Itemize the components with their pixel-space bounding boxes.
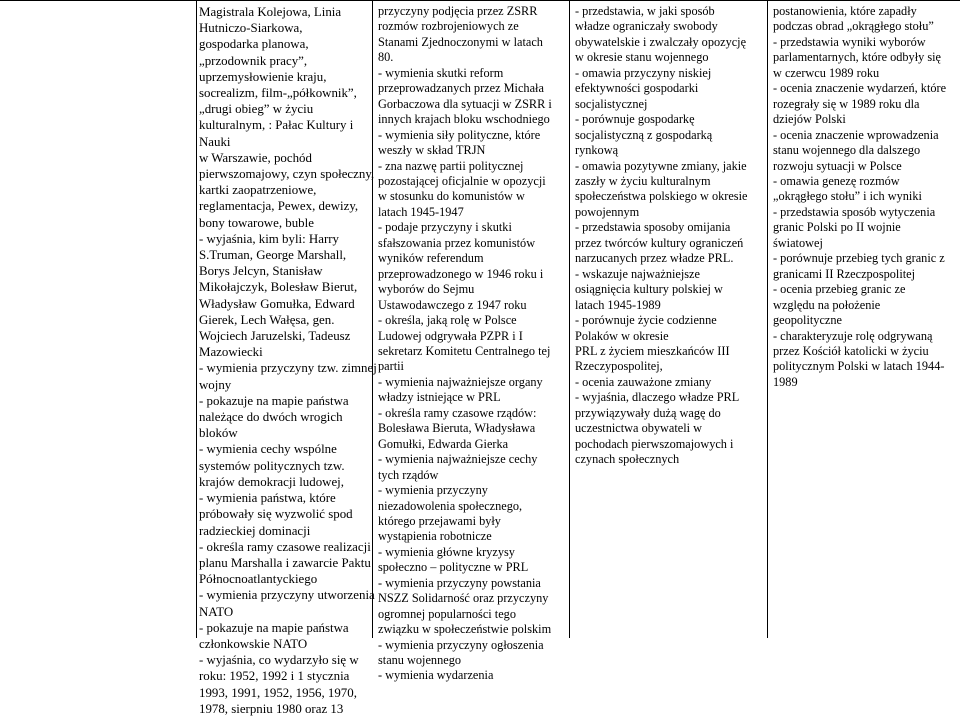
text-line: wyborów do Sejmu (378, 282, 475, 297)
text-line: pozostającej oficjalnie w opozycji (378, 173, 546, 188)
text-line: Stanami Zjednoczonymi w latach (378, 34, 543, 49)
text-line: wystąpienia robotnicze (378, 529, 492, 544)
text-line: - podaje przyczyny i skutki (378, 220, 512, 235)
text-line: tych rządów (378, 467, 439, 482)
text-line: 1993, 1991, 1952, 1956, 1970, (199, 685, 357, 700)
text-line: Wojciech Jaruzelski, Tadeusz (199, 329, 351, 344)
text-line: - wymienia wydarzenia (378, 668, 494, 683)
text-line: wyników referendum (378, 251, 484, 266)
text-line: Północnoatlantyckiego (199, 572, 318, 587)
text-line: względu na położenie (773, 297, 881, 312)
text-line: weszły w skład TRJN (378, 143, 486, 158)
text-line: - ocenia znaczenie wprowadzenia (773, 127, 939, 142)
text-line: w stosunku do komunistów w (378, 189, 525, 204)
text-line: Borys Jelcyn, Stanisław (199, 264, 323, 279)
text-line: rozmów rozbrojeniowych ze (378, 19, 519, 34)
text-line: latach 1945-1989 (575, 297, 661, 312)
text-line: - przedstawia sposób wytyczenia (773, 204, 936, 219)
text-line: bloków (199, 426, 238, 441)
text-line: przywiązywały dużą wagę do (575, 405, 721, 420)
column-divider-3 (767, 1, 768, 638)
text-line: w okresie stanu wojennego (575, 50, 709, 65)
text-line: rozwoju sytuacji w Polsce (773, 158, 902, 173)
text-line: ogromnej popularności tego (378, 606, 516, 621)
text-line: związku w społeczeństwie polskim (378, 622, 552, 637)
text-line: dziejów Polski (773, 112, 846, 127)
text-line: 80. (378, 50, 394, 65)
text-line: - wymienia przyczyny (378, 483, 488, 498)
text-line: bony towarowe, buble (199, 215, 314, 230)
text-line: geopolityczne (773, 313, 842, 328)
text-line: latach 1945-1947 (378, 204, 464, 219)
text-line: światowej (773, 235, 823, 250)
text-line: innych krajach bloku wschodniego (378, 112, 550, 127)
text-line: powojennym (575, 204, 640, 219)
column-divider-1 (372, 1, 373, 638)
text-line: socjalistycznej (575, 96, 648, 111)
text-line: w Warszawie, pochód (199, 150, 312, 165)
text-line: - wymienia siły polityczne, które (378, 127, 541, 142)
table-cell-column-2 (375, 1, 567, 683)
text-line: zaszły w życiu kulturalnym (575, 173, 711, 188)
text-line: Gierek, Lech Wałęsa, gen. (199, 312, 335, 327)
text-line: - przedstawia sposoby omijania (575, 220, 731, 235)
text-line: Polaków w okresie (575, 328, 669, 343)
text-line: którego przejawami były (378, 513, 501, 528)
text-line: wojny (199, 377, 232, 392)
text-line: - wyjaśnia, dlaczego władze PRL (575, 390, 740, 405)
text-line: Mazowiecki (199, 345, 263, 360)
text-line: - porównuje przebieg tych granic z (773, 251, 945, 266)
table-cell-column-3 (572, 1, 765, 638)
text-line: - pokazuje na mapie państwa (199, 393, 349, 408)
text-line: należące do dwóch wrogich (199, 410, 343, 425)
text-line: S.Truman, George Marshall, (199, 248, 347, 263)
text-line: - wskazuje najważniejsze (575, 266, 700, 281)
text-line: Hutniczo-Siarkowa, (199, 21, 303, 36)
text-line: Nauki (199, 134, 231, 149)
text-line: niezadowolenia społecznego, (378, 498, 523, 513)
text-line: - określa, jaką rolę w Polsce (378, 313, 517, 328)
text-line: przyczyny podjęcia przez ZSRR (378, 4, 538, 18)
text-line: - pokazuje na mapie państwa (199, 620, 349, 635)
text-line: systemów politycznych tzw. (199, 458, 345, 473)
text-line: pierwszomajowy, czyn społeczny, (199, 167, 375, 182)
text-line: efektywności gospodarki (575, 81, 699, 96)
text-line: rozegrały się w 1989 roku dla (773, 96, 920, 111)
text-line: - określa ramy czasowe realizacji (199, 539, 371, 554)
text-line: NSZZ Solidarność oraz przyczyny (378, 591, 549, 606)
text-line: krajów demokracji ludowej, (199, 474, 344, 489)
text-line: reglamentacja, Pewex, dewizy, (199, 199, 359, 214)
text-line: - przedstawia wyniki wyborów (773, 34, 926, 49)
text-line: czynach społecznych (575, 452, 680, 467)
text-line: granic Polski po II wojnie (773, 220, 901, 235)
text-line: podczas obrad „okrągłego stołu” (773, 19, 934, 34)
text-line: gospodarka planowa, (199, 37, 309, 52)
text-line: radzieckiej dominacji (199, 523, 311, 538)
text-line: pochodach pierwszomajowych i (575, 436, 734, 451)
text-line: „okrągłego stołu” i ich wyniki (773, 189, 922, 204)
text-line: „drugi obieg” w życiu (199, 102, 314, 117)
text-line: - wymienia najważniejsze cechy (378, 452, 538, 467)
text-line: przeprowadzanych przez Michała (378, 81, 544, 96)
text-line: uprzemysłowienie kraju, (199, 69, 327, 84)
text-line: narzucanych przez władze PRL. (575, 251, 734, 266)
text-line: sfałszowania przez komunistów (378, 235, 536, 250)
table-cell-column-4 (770, 1, 960, 638)
text-line: członkowskie NATO (199, 636, 308, 651)
text-line: partii (378, 359, 404, 374)
text-line: Bolesława Bieruta, Władysława (378, 421, 536, 436)
text-line: Gorbaczowa dla sytuacji w ZSRR i (378, 96, 552, 111)
text-line: - omawia genezę rozmów (773, 173, 900, 188)
text-line: Mikołajczyk, Bolesław Bierut, (199, 280, 358, 295)
text-line: - porównuje życie codzienne (575, 313, 717, 328)
text-line: Ustawodawczego z 1947 roku (378, 297, 527, 312)
text-line: politycznym Polski w latach 1944- (773, 359, 945, 374)
text-line: społeczno – polityczne w PRL (378, 560, 529, 575)
text-line: - porównuje gospodarkę (575, 112, 695, 127)
text-line: Ludowej odgrywała PZPR i I (378, 328, 523, 343)
text-line: - ocenia przebieg granic ze (773, 282, 906, 297)
text-line: Władysław Gomułka, Edward (199, 296, 355, 311)
text-line: sekretarz Komitetu Centralnego tej (378, 343, 551, 358)
text-line: „przodownik pracy”, (199, 53, 308, 68)
text-line: - wymienia przyczyny powstania (378, 575, 541, 590)
text-line: PRL z życiem mieszkańców III (575, 343, 730, 358)
text-line: postanowienia, które zapadły (773, 4, 917, 18)
text-line: - charakteryzuje rolę odgrywaną (773, 328, 933, 343)
text-line: rynkową (575, 143, 619, 158)
text-line: 1989 (773, 374, 798, 389)
text-line: roku: 1952, 1992 i 1 stycznia (199, 669, 350, 684)
text-line: władze ograniczały swobody (575, 19, 718, 34)
text-line: - wymienia przyczyny ogłoszenia (378, 637, 544, 652)
text-line: - wymienia najważniejsze organy (378, 374, 543, 389)
text-line: NATO (199, 604, 234, 619)
text-line: - wymienia główne kryzysy (378, 544, 515, 559)
text-line: granicami II Rzeczpospolitej (773, 266, 916, 281)
text-line: stanu wojennego (378, 653, 461, 668)
text-line: próbowały się wyzwolić spod (199, 507, 353, 522)
text-line: Magistrala Kolejowa, Linia (199, 5, 342, 19)
text-line: - wymienia skutki reform (378, 65, 504, 80)
text-line: uczestnictwa obywateli w (575, 421, 703, 436)
text-line: - wymienia państwa, które (199, 491, 336, 506)
text-line: - wyjaśnia, co wydarzyło się w (199, 653, 359, 668)
text-line: przez Kościół katolicki w życiu (773, 343, 929, 358)
text-line: - wymienia przyczyny tzw. zimnej (199, 361, 377, 376)
text-line: socjalistyczną z gospodarką (575, 127, 713, 142)
text-line: przez twórców kultury ograniczeń (575, 235, 744, 250)
text-line: przeprowadzonego w 1946 roku i (378, 266, 544, 281)
text-line: - zna nazwę partii politycznej (378, 158, 524, 173)
text-line: 1978, sierpniu 1980 oraz 13 (199, 701, 344, 716)
text-line: - wyjaśnia, kim byli: Harry (199, 231, 339, 246)
text-line: - ocenia znaczenie wydarzeń, które (773, 81, 947, 96)
text-line: Gomułki, Edwarda Gierka (378, 436, 509, 451)
text-line: kulturalnym, : Pałac Kultury i (199, 118, 354, 133)
text-line: parlamentarnych, które odbyły się (773, 50, 942, 65)
text-line: - ocenia zauważone zmiany (575, 374, 712, 389)
text-line: - wymienia przyczyny utworzenia (199, 588, 375, 603)
text-line: władzy istniejące w PRL (378, 390, 501, 405)
text-line: planu Marshalla i zawarcie Paktu (199, 555, 371, 570)
text-line: Rzeczypospolitej, (575, 359, 663, 374)
text-line: osiągnięcia kultury polskiej w (575, 282, 723, 297)
text-line: kartki zaopatrzeniowe, (199, 183, 317, 198)
text-line: - omawia przyczyny niskiej (575, 65, 712, 80)
column-divider-2 (569, 1, 570, 638)
text-line: społeczeństwa polskiego w okresie (575, 189, 748, 204)
text-line: obywatelskie i zwalczały opozycję (575, 34, 747, 49)
text-line: socrealizm, film-„półkownik”, (199, 86, 357, 101)
table-cell-column-1 (197, 1, 377, 716)
text-line: - określa ramy czasowe rządów: (378, 405, 537, 420)
text-line: - omawia pozytywne zmiany, jakie (575, 158, 747, 173)
text-line: - przedstawia, w jaki sposób (575, 4, 715, 18)
text-line: stanu wojennego dla dalszego (773, 143, 921, 158)
text-line: - wymienia cechy wspólne (199, 442, 337, 457)
text-line: w czerwcu 1989 roku (773, 65, 880, 80)
